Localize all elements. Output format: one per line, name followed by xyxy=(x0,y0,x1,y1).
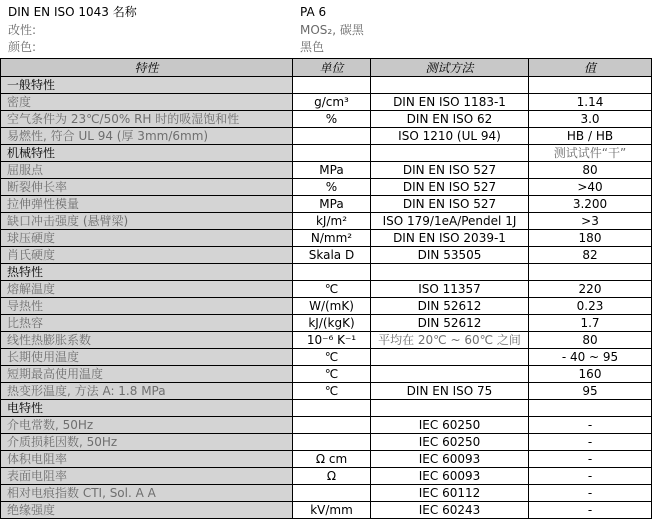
cell-value: 180 xyxy=(529,230,652,247)
cell-unit xyxy=(293,485,371,502)
table-row xyxy=(1,128,652,145)
cell-method: DIN 53505 xyxy=(371,247,529,264)
cell-method: IEC 60093 xyxy=(371,468,529,485)
cell-prop: 热变形温度, 方法 A: 1.8 MPa xyxy=(1,383,293,400)
cell-method: DIN 52612 xyxy=(371,315,529,332)
table-row xyxy=(1,315,652,332)
cell-method: DIN EN ISO 75 xyxy=(371,383,529,400)
cell-method: IEC 60093 xyxy=(371,451,529,468)
cell-prop: 密度 xyxy=(1,94,293,111)
cell-prop: 易燃性, 符合 UL 94 (厚 3mm/6mm) xyxy=(1,128,293,145)
cell-prop: 介质损耗因数, 50Hz xyxy=(1,434,293,451)
cell-prop: 拉伸弹性模量 xyxy=(1,196,293,213)
header-value: MOS₂, 碳黑 xyxy=(300,23,364,37)
header-key: 颜色: xyxy=(8,40,37,54)
cell-prop: 电特性 xyxy=(1,400,293,417)
cell-unit: ℃ xyxy=(293,349,371,366)
cell-unit: ℃ xyxy=(293,366,371,383)
table-row xyxy=(1,468,652,485)
cell-value: 160 xyxy=(529,366,652,383)
cell-method: IEC 60243 xyxy=(371,502,529,519)
cell-value: 0.23 xyxy=(529,298,652,315)
cell-prop: 空气条件为 23℃/50% RH 时的吸湿饱和性 xyxy=(1,111,293,128)
cell-method: ISO 11357 xyxy=(371,281,529,298)
cell-prop: 绝缘强度 xyxy=(1,502,293,519)
column-header-unit: 单位 xyxy=(293,59,371,77)
section-header-row xyxy=(1,145,652,162)
cell-unit xyxy=(293,145,371,162)
cell-method: DIN EN ISO 527 xyxy=(371,179,529,196)
cell-prop: 熔解温度 xyxy=(1,281,293,298)
table-row xyxy=(1,451,652,468)
cell-prop: 相对电痕指数 CTI, Sol. A A xyxy=(1,485,293,502)
cell-unit: MPa xyxy=(293,162,371,179)
table-row xyxy=(1,247,652,264)
cell-unit: kV/mm xyxy=(293,502,371,519)
table-row xyxy=(1,111,652,128)
cell-unit: MPa xyxy=(293,196,371,213)
cell-method: ISO 179/1eA/Pendel 1J xyxy=(371,213,529,230)
cell-prop: 缺口冲击强度 (悬臂梁) xyxy=(1,213,293,230)
cell-value: - xyxy=(529,434,652,451)
cell-prop: 体积电阻率 xyxy=(1,451,293,468)
cell-unit: kJ/m² xyxy=(293,213,371,230)
cell-value: 220 xyxy=(529,281,652,298)
cell-value xyxy=(529,264,652,281)
cell-value: HB / HB xyxy=(529,128,652,145)
header-value: PA 6 xyxy=(300,5,327,19)
header-row-modification xyxy=(0,21,655,39)
cell-method: DIN EN ISO 527 xyxy=(371,196,529,213)
cell-method xyxy=(371,145,529,162)
section-header-row xyxy=(1,400,652,417)
cell-unit: 10⁻⁶ K⁻¹ xyxy=(293,332,371,349)
cell-method xyxy=(371,77,529,94)
cell-value: - xyxy=(529,468,652,485)
cell-prop: 肖氏硬度 xyxy=(1,247,293,264)
cell-prop: 屈服点 xyxy=(1,162,293,179)
cell-method: IEC 60250 xyxy=(371,434,529,451)
cell-unit: Skala D xyxy=(293,247,371,264)
cell-method xyxy=(371,400,529,417)
cell-prop: 介电常数, 50Hz xyxy=(1,417,293,434)
table-row xyxy=(1,349,652,366)
cell-unit xyxy=(293,400,371,417)
cell-unit: W/(mK) xyxy=(293,298,371,315)
cell-unit xyxy=(293,417,371,434)
column-header-property: 特性 xyxy=(1,59,293,77)
cell-value: >3 xyxy=(529,213,652,230)
cell-unit: Ω xyxy=(293,468,371,485)
table-body xyxy=(1,77,652,519)
table-row xyxy=(1,230,652,247)
cell-method: DIN EN ISO 527 xyxy=(371,162,529,179)
cell-value: 82 xyxy=(529,247,652,264)
cell-value: 80 xyxy=(529,162,652,179)
header-row-color xyxy=(0,38,655,56)
table-row xyxy=(1,196,652,213)
cell-value: >40 xyxy=(529,179,652,196)
cell-unit: g/cm³ xyxy=(293,94,371,111)
table-row xyxy=(1,162,652,179)
table-row xyxy=(1,298,652,315)
header-value: 黑色 xyxy=(300,40,325,54)
cell-prop: 线性热膨胀系数 xyxy=(1,332,293,349)
cell-method xyxy=(371,349,529,366)
header-row-designation xyxy=(0,3,655,21)
cell-value: 3.0 xyxy=(529,111,652,128)
cell-unit xyxy=(293,128,371,145)
cell-value xyxy=(529,400,652,417)
table-row xyxy=(1,502,652,519)
cell-method xyxy=(371,264,529,281)
table-row xyxy=(1,332,652,349)
cell-prop: 表面电阻率 xyxy=(1,468,293,485)
cell-value: - xyxy=(529,417,652,434)
cell-prop: 断裂伸长率 xyxy=(1,179,293,196)
cell-value: - xyxy=(529,485,652,502)
cell-value: - xyxy=(529,451,652,468)
table-row xyxy=(1,485,652,502)
column-header-value: 值 xyxy=(529,59,652,77)
cell-prop: 球压硬度 xyxy=(1,230,293,247)
cell-prop: 长期使用温度 xyxy=(1,349,293,366)
properties-table xyxy=(0,58,652,519)
cell-unit: Ω cm xyxy=(293,451,371,468)
table-row xyxy=(1,417,652,434)
cell-value: 1.7 xyxy=(529,315,652,332)
cell-value xyxy=(529,77,652,94)
table-row xyxy=(1,179,652,196)
cell-method: 平均在 20℃ ~ 60℃ 之间 xyxy=(371,332,529,349)
cell-unit: ℃ xyxy=(293,383,371,400)
table-row xyxy=(1,281,652,298)
table-header-row xyxy=(1,59,652,77)
cell-prop: 机械特性 xyxy=(1,145,293,162)
cell-method: DIN EN ISO 62 xyxy=(371,111,529,128)
cell-method: IEC 60250 xyxy=(371,417,529,434)
table-row xyxy=(1,94,652,111)
cell-method: DIN EN ISO 1183-1 xyxy=(371,94,529,111)
cell-prop: 热特性 xyxy=(1,264,293,281)
cell-value: 3.200 xyxy=(529,196,652,213)
section-header-row xyxy=(1,264,652,281)
cell-value: - 40 ~ 95 xyxy=(529,349,652,366)
header-key: 改性: xyxy=(8,23,37,37)
table-row xyxy=(1,213,652,230)
cell-unit: kJ/(kgK) xyxy=(293,315,371,332)
cell-unit xyxy=(293,434,371,451)
header-key: DIN EN ISO 1043 名称 xyxy=(8,5,137,19)
cell-value: 测试试件“干” xyxy=(529,145,652,162)
cell-method: ISO 1210 (UL 94) xyxy=(371,128,529,145)
cell-method xyxy=(371,366,529,383)
cell-unit xyxy=(293,77,371,94)
cell-unit: % xyxy=(293,111,371,128)
cell-prop: 导热性 xyxy=(1,298,293,315)
cell-prop: 短期最高使用温度 xyxy=(1,366,293,383)
table-row xyxy=(1,383,652,400)
cell-prop: 比热容 xyxy=(1,315,293,332)
table-row xyxy=(1,366,652,383)
cell-method: DIN 52612 xyxy=(371,298,529,315)
cell-unit xyxy=(293,264,371,281)
cell-unit: ℃ xyxy=(293,281,371,298)
cell-value: 1.14 xyxy=(529,94,652,111)
cell-prop: 一般特性 xyxy=(1,77,293,94)
column-header-method: 测试方法 xyxy=(371,59,529,77)
cell-method: DIN EN ISO 2039-1 xyxy=(371,230,529,247)
cell-value: 95 xyxy=(529,383,652,400)
table-row xyxy=(1,434,652,451)
cell-value: - xyxy=(529,502,652,519)
cell-unit: % xyxy=(293,179,371,196)
material-header xyxy=(0,0,655,56)
cell-method: IEC 60112 xyxy=(371,485,529,502)
cell-unit: N/mm² xyxy=(293,230,371,247)
cell-value: 80 xyxy=(529,332,652,349)
section-header-row xyxy=(1,77,652,94)
